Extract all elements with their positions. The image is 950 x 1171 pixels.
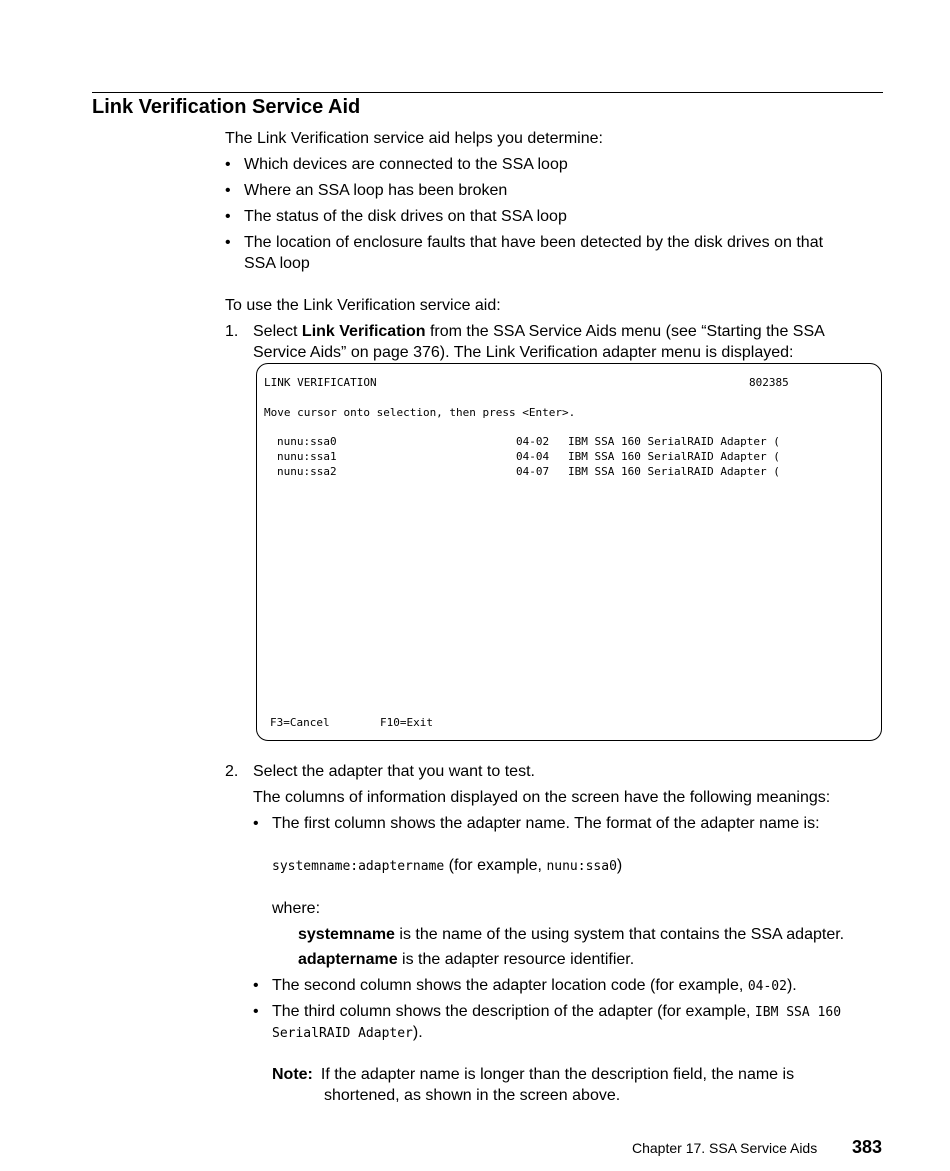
adapter-description[interactable]: IBM SSA 160 SerialRAID Adapter ( <box>568 435 780 448</box>
note: Note: If the adapter name is longer than the description field, the name is <box>272 1066 795 1083</box>
use-intro: To use the Link Verification service aid: <box>225 297 501 314</box>
step-1: 1. Select Link Verification from the SSA Service Aids menu (see “Starting the SSA <box>225 323 825 340</box>
definition-term: systemname <box>298 926 395 943</box>
columns-intro: The columns of information displayed on the screen have the following meanings: <box>253 789 831 806</box>
bullet-mark: • <box>225 156 231 173</box>
list-item: • The second column shows the adapter location code (for example, 04-02). <box>253 977 797 994</box>
list-item: • The third column shows the description of the adapter (for example, IBM SSA 160 <box>253 1003 842 1020</box>
list-item: • Which devices are connected to the SSA loop <box>225 156 568 173</box>
step-number: 1. <box>225 323 239 340</box>
bullet-mark: • <box>253 1003 259 1020</box>
description-example: IBM SSA 160 <box>754 1005 842 1020</box>
exit-key[interactable]: F10=Exit <box>380 716 433 729</box>
adapter-name[interactable]: nunu:ssa0 <box>277 435 337 448</box>
section-rule <box>92 92 883 93</box>
adapter-description[interactable]: IBM SSA 160 SerialRAID Adapter ( <box>568 450 780 463</box>
bullet-mark: • <box>253 815 259 832</box>
screen-instruction: Move cursor onto selection, then press <Enter>. <box>264 406 576 419</box>
footer-chapter: Chapter 17. SSA Service Aids <box>632 1140 818 1156</box>
bullet-mark: • <box>225 234 231 251</box>
bullet-mark: • <box>253 977 259 994</box>
bullet-mark: • <box>225 182 231 199</box>
cancel-key[interactable]: F3=Cancel <box>270 716 330 729</box>
adapter-name[interactable]: nunu:ssa2 <box>277 465 337 478</box>
description-example-cont: SerialRAID Adapter <box>272 1026 413 1041</box>
step-number: 2. <box>225 763 239 780</box>
adapter-location[interactable]: 04-02 <box>516 435 550 448</box>
where-label: where: <box>272 900 321 917</box>
adapter-name[interactable]: nunu:ssa1 <box>277 450 337 463</box>
section-title: Link Verification Service Aid <box>92 96 361 118</box>
list-item-continuation: SerialRAID Adapter). <box>272 1024 423 1041</box>
location-code-example: 04-02 <box>747 979 787 994</box>
screen-title: LINK VERIFICATION <box>264 376 377 389</box>
format-example: nunu:ssa0 <box>546 859 617 874</box>
terminal-screen <box>256 363 882 741</box>
screen-code: 802385 <box>749 376 789 389</box>
definition-adaptername: adaptername is the adapter resource identifier. <box>298 951 635 968</box>
list-item: • The status of the disk drives on that SSA loop <box>225 208 567 225</box>
step-2: 2. Select the adapter that you want to test. <box>225 763 535 780</box>
note-label: Note: <box>272 1066 313 1083</box>
format-line: systemname:adaptername (for example, nunu:ssa0) <box>272 857 623 874</box>
list-item-continuation: SSA loop <box>244 255 310 272</box>
list-item: • Where an SSA loop has been broken <box>225 182 508 199</box>
step-1-continuation: Service Aids” on page 376). The Link Verification adapter menu is displayed: <box>253 344 794 361</box>
adapter-location[interactable]: 04-07 <box>516 465 550 478</box>
adapter-description[interactable]: IBM SSA 160 SerialRAID Adapter ( <box>568 465 780 478</box>
menu-option-name: Link Verification <box>301 323 426 340</box>
adapter-location[interactable]: 04-04 <box>516 450 550 463</box>
intro-paragraph: The Link Verification service aid helps you determine: <box>225 130 603 147</box>
list-item: • The location of enclosure faults that have been detected by the disk drives on that <box>225 234 824 251</box>
bullet-mark: • <box>225 208 231 225</box>
definition-systemname: systemname is the name of the using system that contains the SSA adapter. <box>298 926 845 943</box>
format-code: systemname:adaptername <box>272 859 445 874</box>
definition-term: adaptername <box>298 951 398 968</box>
note-continuation: shortened, as shown in the screen above. <box>324 1087 621 1104</box>
list-item: • The first column shows the adapter name. The format of the adapter name is: <box>253 815 820 832</box>
page-number: 383 <box>852 1137 883 1157</box>
